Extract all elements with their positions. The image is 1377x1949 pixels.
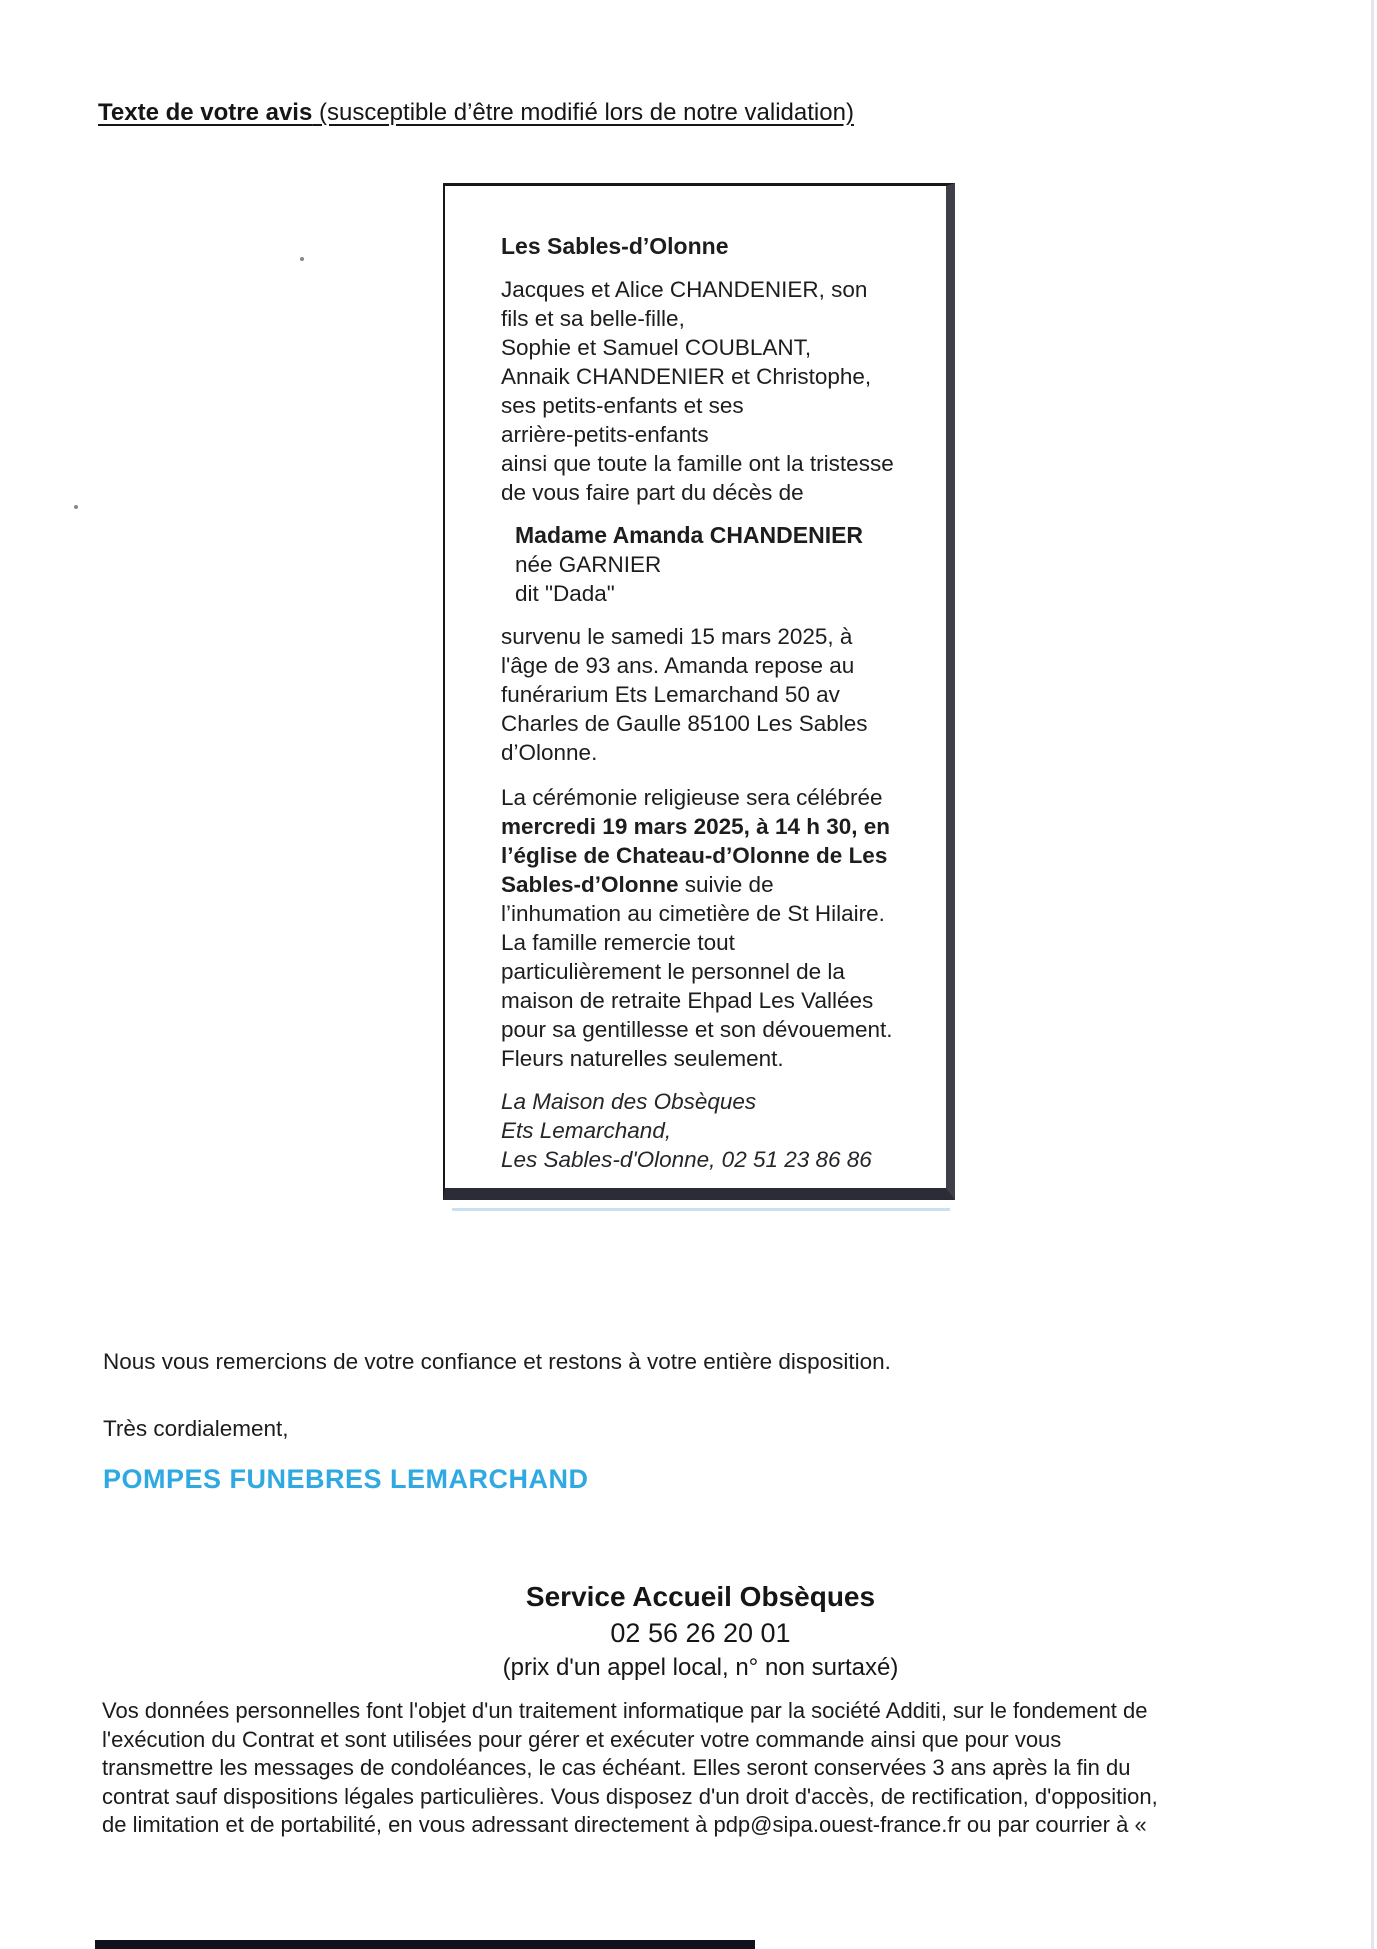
ceremony-intro-line: La cérémonie religieuse sera célébrée [501, 785, 883, 810]
death-info-line: l'âge de 93 ans. Amanda repose au [501, 653, 855, 678]
death-info-line: d’Olonne. [501, 740, 598, 765]
deceased-nickname: dit "Dada" [515, 581, 615, 606]
scan-artifact-dot [74, 505, 78, 509]
signature-line: Les Sables-d'Olonne, 02 51 23 86 86 [501, 1147, 872, 1172]
page-title [98, 98, 854, 128]
privacy-line: Vos données personnelles font l'objet d'un traitement informatique par la société Additi, sur le fondement de [102, 1698, 1148, 1723]
family-line: ses petits-enfants et ses [501, 393, 744, 418]
obituary-city: Les Sables-d’Olonne [501, 233, 729, 259]
company-name: POMPES FUNEBRES LEMARCHAND [103, 1464, 589, 1494]
family-line: fils et sa belle-fille, [501, 306, 685, 331]
ceremony-line: La famille remercie tout [501, 930, 735, 955]
ceremony-block [501, 783, 938, 1073]
thanks-text: Nous vous remercions de votre confiance et restons à votre entière disposition. [103, 1349, 891, 1374]
scan-artifact-dot [300, 257, 304, 261]
privacy-line: de limitation et de portabilité, en vous adressant directement à pdp@sipa.ouest-france.fr ou par courrier à « [102, 1812, 1147, 1837]
deceased-name: Madame Amanda CHANDENIER [515, 522, 864, 548]
bottom-scan-bar [95, 1940, 755, 1949]
death-info-line: survenu le samedi 15 mars 2025, à [501, 624, 853, 649]
page-title-bold: Texte de votre avis [98, 99, 313, 126]
ceremony-line: particulièrement le personnel de la [501, 959, 845, 984]
deceased-maiden-name: née GARNIER [515, 552, 662, 577]
ceremony-after-bold: suivie de [678, 872, 774, 897]
ceremony-line: pour sa gentillesse et son dévouement. [501, 1017, 893, 1042]
family-line: Sophie et Samuel COUBLANT, [501, 335, 812, 360]
scan-edge-line [1371, 0, 1374, 1949]
death-info-line: Charles de Gaulle 85100 Les Sables [501, 711, 868, 736]
funeral-home-signature [501, 1087, 938, 1174]
deceased-block [515, 521, 938, 608]
signature-line: La Maison des Obsèques [501, 1089, 757, 1114]
ceremony-date-line: mercredi 19 mars 2025, à 14 h 30, en [501, 814, 891, 839]
ceremony-mixed-line [501, 870, 938, 899]
privacy-line: transmettre les messages de condoléances, le cas échéant. Elles seront conservées 3 ans après la fin du [102, 1755, 1131, 1780]
death-info-block [501, 622, 938, 767]
card-scan-shadow-line [452, 1208, 950, 1211]
family-line: ainsi que toute la famille ont la tristesse [501, 451, 894, 476]
ceremony-church-line: l’église de Chateau-d’Olonne de Les [501, 843, 888, 868]
service-phone: 02 56 26 20 01 [610, 1618, 791, 1648]
ceremony-town-bold: Sables-d’Olonne [501, 872, 679, 897]
page-title-note: (susceptible d’être modifié lors de notre validation) [312, 99, 854, 126]
obituary-card [443, 183, 955, 1200]
salutation-text: Très cordialement, [103, 1416, 289, 1441]
signature-line: Ets Lemarchand, [501, 1118, 672, 1143]
privacy-line: l'exécution du Contrat et sont utilisées pour gérer et exécuter votre commande ainsi que pour vous [102, 1726, 1062, 1752]
service-contact-block [12, 1578, 1377, 1684]
service-phone-note: (prix d'un appel local, n° non surtaxé) [502, 1654, 899, 1681]
ceremony-line: maison de retraite Ehpad Les Vallées [501, 988, 874, 1013]
death-info-line: funérarium Ets Lemarchand 50 av [501, 682, 840, 707]
family-line: Annaik CHANDENIER et Christophe, [501, 364, 872, 389]
family-line: arrière-petits-enfants [501, 422, 709, 447]
privacy-notice [102, 1697, 1158, 1840]
ceremony-line: Fleurs naturelles seulement. [501, 1046, 784, 1071]
family-line: de vous faire part du décès de [501, 480, 804, 505]
family-line: Jacques et Alice CHANDENIER, son [501, 277, 868, 302]
obituary-family-block [501, 275, 938, 507]
service-title: Service Accueil Obsèques [525, 1581, 876, 1612]
privacy-line: contrat sauf dispositions légales particulières. Vous disposez d'un droit d'accès, de rectification, d'opposition, [102, 1783, 1158, 1809]
ceremony-line: l’inhumation au cimetière de St Hilaire. [501, 901, 885, 926]
